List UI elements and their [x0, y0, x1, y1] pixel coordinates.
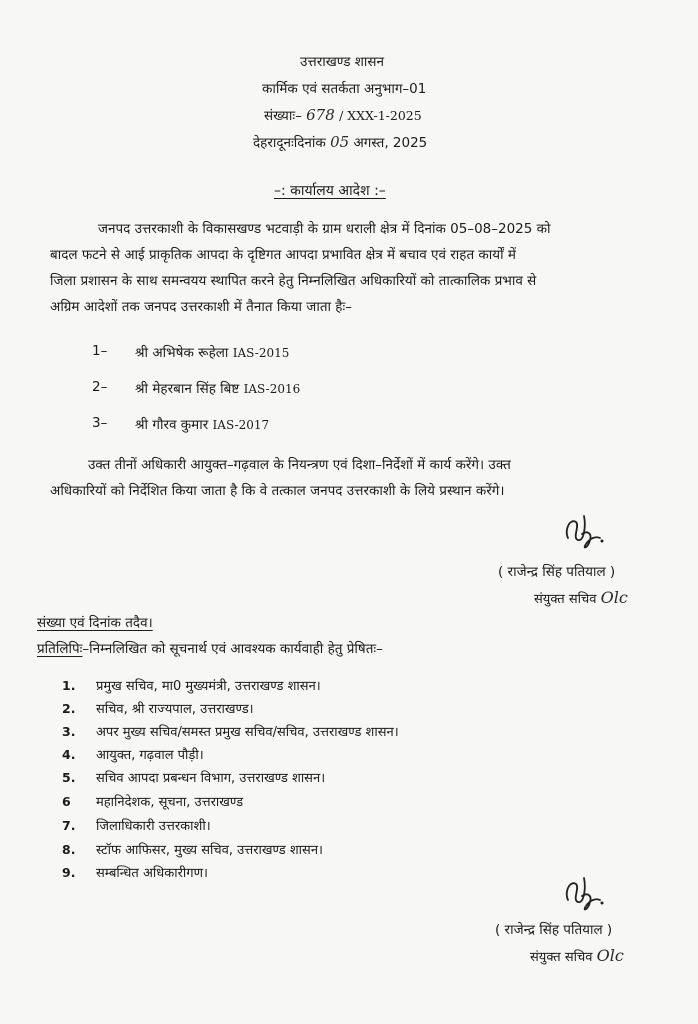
order-number: [264, 106, 422, 124]
officer-number: 3–: [92, 415, 108, 431]
order-date: [253, 133, 427, 151]
signatory-initials: Olc: [600, 588, 628, 607]
header-section: कार्मिक एवं सतर्कता अनुभाग–01: [262, 81, 427, 97]
signatory-designation: संयुक्त सचिव Olc: [530, 946, 624, 965]
list-item: 8. स्टॉफ आफिसर, मुख्य सचिव, उत्तराखण्ड शासन।: [62, 842, 323, 858]
closing-line: अधिकारियों को निर्देशित किया जाता है कि वे तत्काल जनपद उत्तरकाशी के लिये प्रस्थान करेंगे।: [50, 483, 505, 499]
officer-name: श्री गौरव कुमार IAS-2017: [135, 417, 270, 433]
list-item: 2. सचिव, श्री राज्यपाल, उत्तराखण्ड।: [62, 701, 254, 717]
order-number-handwritten: 678: [306, 106, 335, 124]
order-title: –: कार्यालय आदेश :–: [274, 183, 386, 199]
officer-batch: IAS-2015: [232, 346, 290, 360]
list-item: 5. सचिव आपदा प्रबन्धन विभाग, उत्तराखण्ड शासन।: [62, 770, 326, 786]
list-item: 6 महानिदेशक, सूचना, उत्तराखण्ड: [62, 794, 244, 810]
officer-name: श्री मेहरबान सिंह बिष्ट IAS-2016: [135, 381, 301, 397]
signatory-designation: संयुक्त सचिव Olc: [534, 588, 628, 607]
order-closing-paragraph: [50, 452, 650, 504]
closing-line: उक्त तीनों अधिकारी आयुक्त–गढ़वाल के नियन्त्रण एवं दिशा–निर्देशों में कार्य करेंगे। उक्त: [88, 457, 511, 473]
list-item: 7. जिलाधिकारी उत्तरकाशी।: [62, 818, 211, 834]
list-item: 3. अपर मुख्य सचिव/समस्त प्रमुख सचिव/सचिव, उत्तराखण्ड शासन।: [62, 724, 399, 740]
order-date-suffix: अगस्त, 2025: [353, 135, 428, 151]
officer-number: 1–: [92, 343, 108, 359]
copy-intro-text: –निम्नलिखित को सूचनार्थ एवं आवश्यक कार्यवाही हेतु प्रेषितः–: [82, 641, 383, 657]
officer-batch: IAS-2016: [243, 382, 301, 396]
signature-scribble: [560, 508, 610, 552]
copy-prefix: प्रतिलिपिः: [37, 641, 83, 657]
body-line: अग्रिम आदेशों तक जनपद उत्तरकाशी में तैनात किया जाता हैः–: [50, 299, 352, 315]
order-date-handwritten: 05: [330, 133, 350, 151]
copy-intro: [37, 639, 383, 657]
order-number-prefix: संख्याः–: [264, 108, 302, 124]
copy-number-date: संख्या एवं दिनांक तदैव।: [37, 615, 153, 631]
header-department: उत्तराखण्ड शासन: [300, 54, 385, 70]
list-item: 9. सम्बन्धित अधिकारीगण।: [62, 865, 208, 881]
officer-batch: IAS-2017: [212, 418, 270, 432]
order-date-prefix: देहरादूनःदिनांक: [253, 135, 326, 151]
list-item: 4. आयुक्त, गढ़वाल पौड़ी।: [62, 747, 204, 763]
order-number-suffix: / XXX-1-2025: [339, 108, 422, 123]
body-line: बादल फटने से आई प्राकृतिक आपदा के दृष्टिगत आपदा प्रभावित क्षेत्र में बचाव एवं राहत कार्यों में: [50, 247, 516, 263]
signatory-name: ( राजेन्द्र सिंह पतियाल ): [498, 564, 616, 580]
signatory-name: ( राजेन्द्र सिंह पतियाल ): [495, 922, 613, 938]
signatory-initials: Olc: [596, 946, 624, 965]
list-item: 1. प्रमुख सचिव, मा0 मुख्यमंत्री, उत्तराखण्ड शासन।: [62, 678, 321, 694]
officer-number: 2–: [92, 379, 108, 395]
order-body-paragraph: [50, 216, 650, 320]
signature-scribble: [560, 870, 610, 914]
officer-name: श्री अभिषेक रूहेला IAS-2015: [135, 345, 290, 361]
body-line: जनपद उत्तरकाशी के विकासखण्ड भटवाड़ी के ग्राम धराली क्षेत्र में दिनांक 05–08–2025 को: [98, 221, 551, 237]
body-line: जिला प्रशासन के साथ समन्वयय स्थापित करने हेतु निम्नलिखित अधिकारियों को तात्कालिक प्रभाव से: [50, 273, 537, 289]
